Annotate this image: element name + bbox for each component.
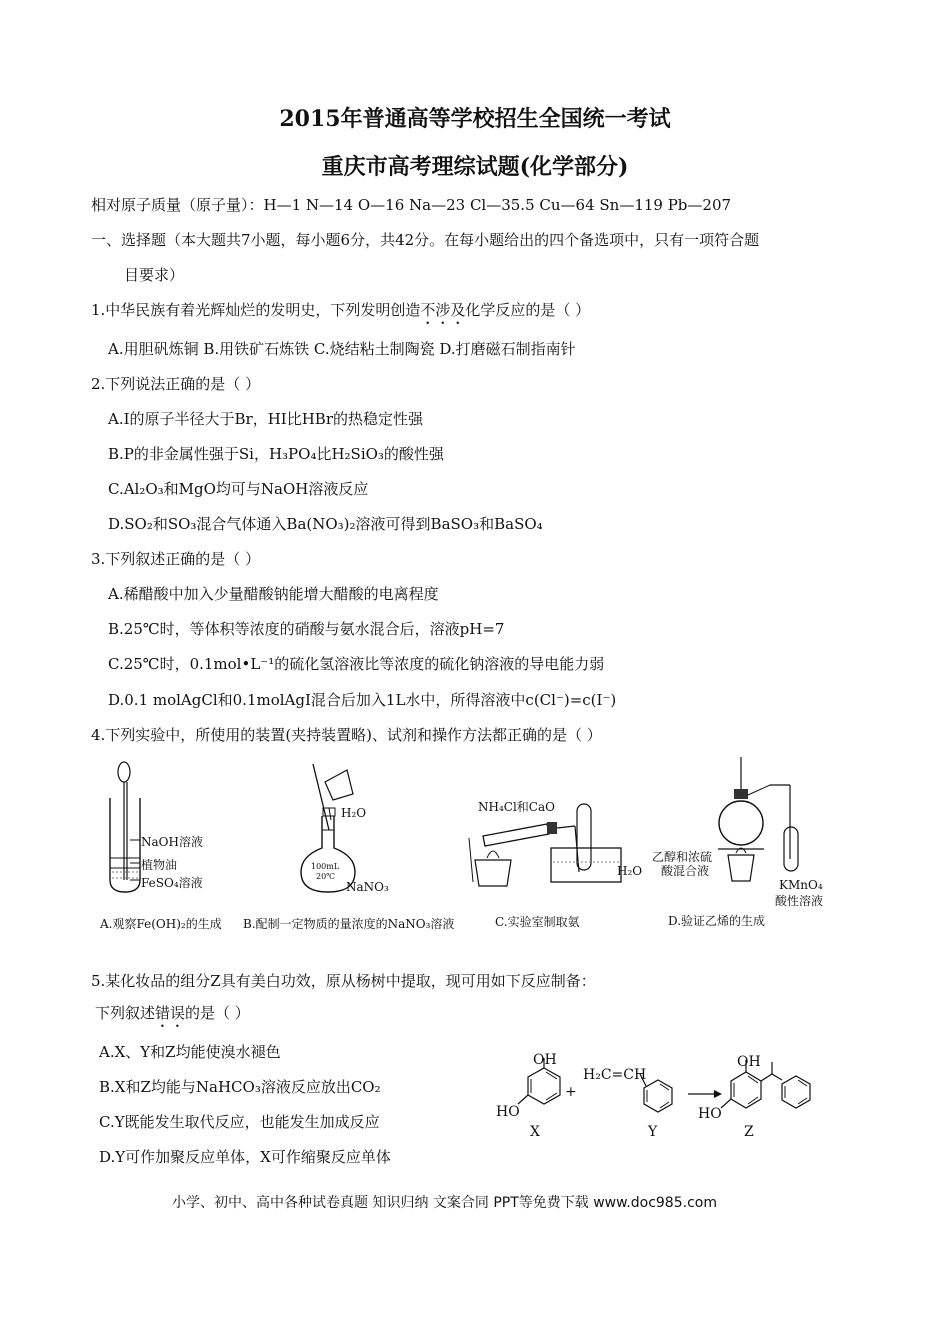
footer-text: 小学、初中、高中各种试卷真题 知识归纳 文案合同 PPT等免费下载 www.doc985.com [172, 1195, 717, 1211]
apparatus-d-label-mixture1: 乙醇和浓硫 [652, 850, 713, 864]
q1-stem-emphasis: 不涉及 [420, 301, 466, 319]
apparatus-a-label-feso4: FeSO₄溶液 [141, 876, 203, 890]
q5-option-b: B.X和Z均能与NaHCO₃溶液反应放出CO₂ [99, 1078, 381, 1096]
q2-option-b: B.P的非金属性强于Si，H₃PO₄比H₂SiO₃的酸性强 [108, 445, 444, 463]
apparatus-b-volumetric-flask [295, 760, 405, 900]
q2-stem: 2.下列说法正确的是（ ） [91, 375, 261, 393]
q3-option-d: D.0.1 molAgCl和0.1molAgI混合后加入1L水中，所得溶液中c(Cl⁻)=c(I⁻) [108, 691, 617, 709]
apparatus-c-caption: C.实验室制取氨 [495, 915, 580, 929]
q3-option-c: C.25℃时，0.1mol•L⁻¹的硫化氢溶液比等浓度的硫化钠溶液的导电能力弱 [108, 655, 605, 673]
scheme-x-oh: OH [533, 1052, 557, 1068]
apparatus-d-caption: D.验证乙烯的生成 [668, 914, 766, 928]
apparatus-b-label-temp: 20℃ [316, 872, 336, 881]
section-heading-line2: 目要求） [124, 266, 185, 284]
q2-option-c: C.Al₂O₃和MgO均可与NaOH溶液反应 [108, 480, 369, 498]
apparatus-a-label-naoh: NaOH溶液 [141, 835, 203, 849]
apparatus-b-caption: B.配制一定物质的量浓度的NaNO₃溶液 [243, 917, 455, 931]
q1-options: A.用胆矾炼铜 B.用铁矿石炼铁 C.烧结粘土制陶瓷 D.打磨磁石制指南针 [108, 340, 576, 358]
apparatus-b-label-water: H₂O [341, 806, 367, 820]
apparatus-a-label-oil: 植物油 [141, 858, 178, 872]
scheme-plus: + [565, 1084, 577, 1100]
scheme-z-ho: HO [698, 1106, 722, 1122]
apparatus-d-label-mixture2: 酸混合液 [661, 864, 710, 878]
q2-option-d: D.SO₂和SO₃混合气体通入Ba(NO₃)₂溶液可得到BaSO₃和BaSO₄ [108, 515, 543, 533]
q1-stem-end: 化学反应的是（ ） [465, 301, 591, 319]
scheme-x-label: X [530, 1124, 540, 1140]
atomic-masses: 相对原子质量（原子量）：H—1 N—14 O—16 Na—23 Cl—35.5 Cu—64 Sn—119 Pb—207 [91, 196, 732, 214]
q3-option-b: B.25℃时，等体积等浓度的硝酸与氨水混合后，溶液pH=7 [108, 620, 505, 638]
q5-substem-end: 的是（ ） [185, 1004, 250, 1022]
q5-option-d: D.Y可作加聚反应单体，X可作缩聚反应单体 [99, 1148, 391, 1166]
scheme-y-vinyl: H₂C=CH [583, 1067, 647, 1083]
q2-option-a: A.I的原子半径大于Br，HI比HBr的热稳定性强 [108, 410, 424, 428]
apparatus-b-label-volume: 100mL [311, 862, 340, 871]
exam-subtitle: 重庆市高考理综试题(化学部分) [321, 154, 629, 180]
q5-option-c: C.Y既能发生取代反应，也能发生加成反应 [99, 1113, 380, 1131]
scheme-y-label: Y [648, 1124, 658, 1140]
apparatus-c-label-water: H₂O [617, 864, 643, 878]
apparatus-d-ethylene [710, 755, 840, 895]
scheme-x-ho: HO [496, 1104, 520, 1120]
apparatus-d-label-kmno4: KMnO₄ [779, 878, 823, 892]
q5-substem-emphasis: 错误 [155, 1004, 186, 1022]
q4-stem: 4.下列实验中，所使用的装置(夹持装置略)、试剂和操作方法都正确的是（ ） [91, 726, 602, 744]
q5-substem-text: 下列叙述 [95, 1004, 156, 1022]
q3-stem: 3.下列叙述正确的是（ ） [91, 550, 261, 568]
scheme-z-oh: OH [737, 1054, 761, 1070]
q1-stem-text: 1.中华民族有着光辉灿烂的发明史，下列发明创造 [91, 301, 421, 319]
q3-option-a: A.稀醋酸中加入少量醋酸钠能增大醋酸的电离程度 [108, 585, 439, 603]
q5-option-a: A.X、Y和Z均能使溴水褪色 [99, 1043, 281, 1061]
exam-title: 2015年普通高等学校招生全国统一考试 [279, 106, 671, 132]
section-heading-line1: 一、选择题（本大题共7小题，每小题6分，共42分。在每小题给出的四个备选项中，只有一项符合题 [91, 231, 760, 249]
q5-stem: 5.某化妆品的组分Z具有美白功效，原从杨树中提取，现可用如下反应制备： [91, 972, 596, 990]
apparatus-d-label-acidic: 酸性溶液 [775, 894, 824, 908]
scheme-z-label: Z [744, 1124, 754, 1140]
q1-stem [91, 299, 590, 328]
q5-substem [95, 1002, 250, 1031]
apparatus-a-caption: A.观察Fe(OH)₂的生成 [100, 917, 222, 931]
apparatus-b-label-nano3: NaNO₃ [346, 880, 389, 894]
apparatus-c-label-reagents: NH₄Cl和CaO [478, 800, 555, 814]
